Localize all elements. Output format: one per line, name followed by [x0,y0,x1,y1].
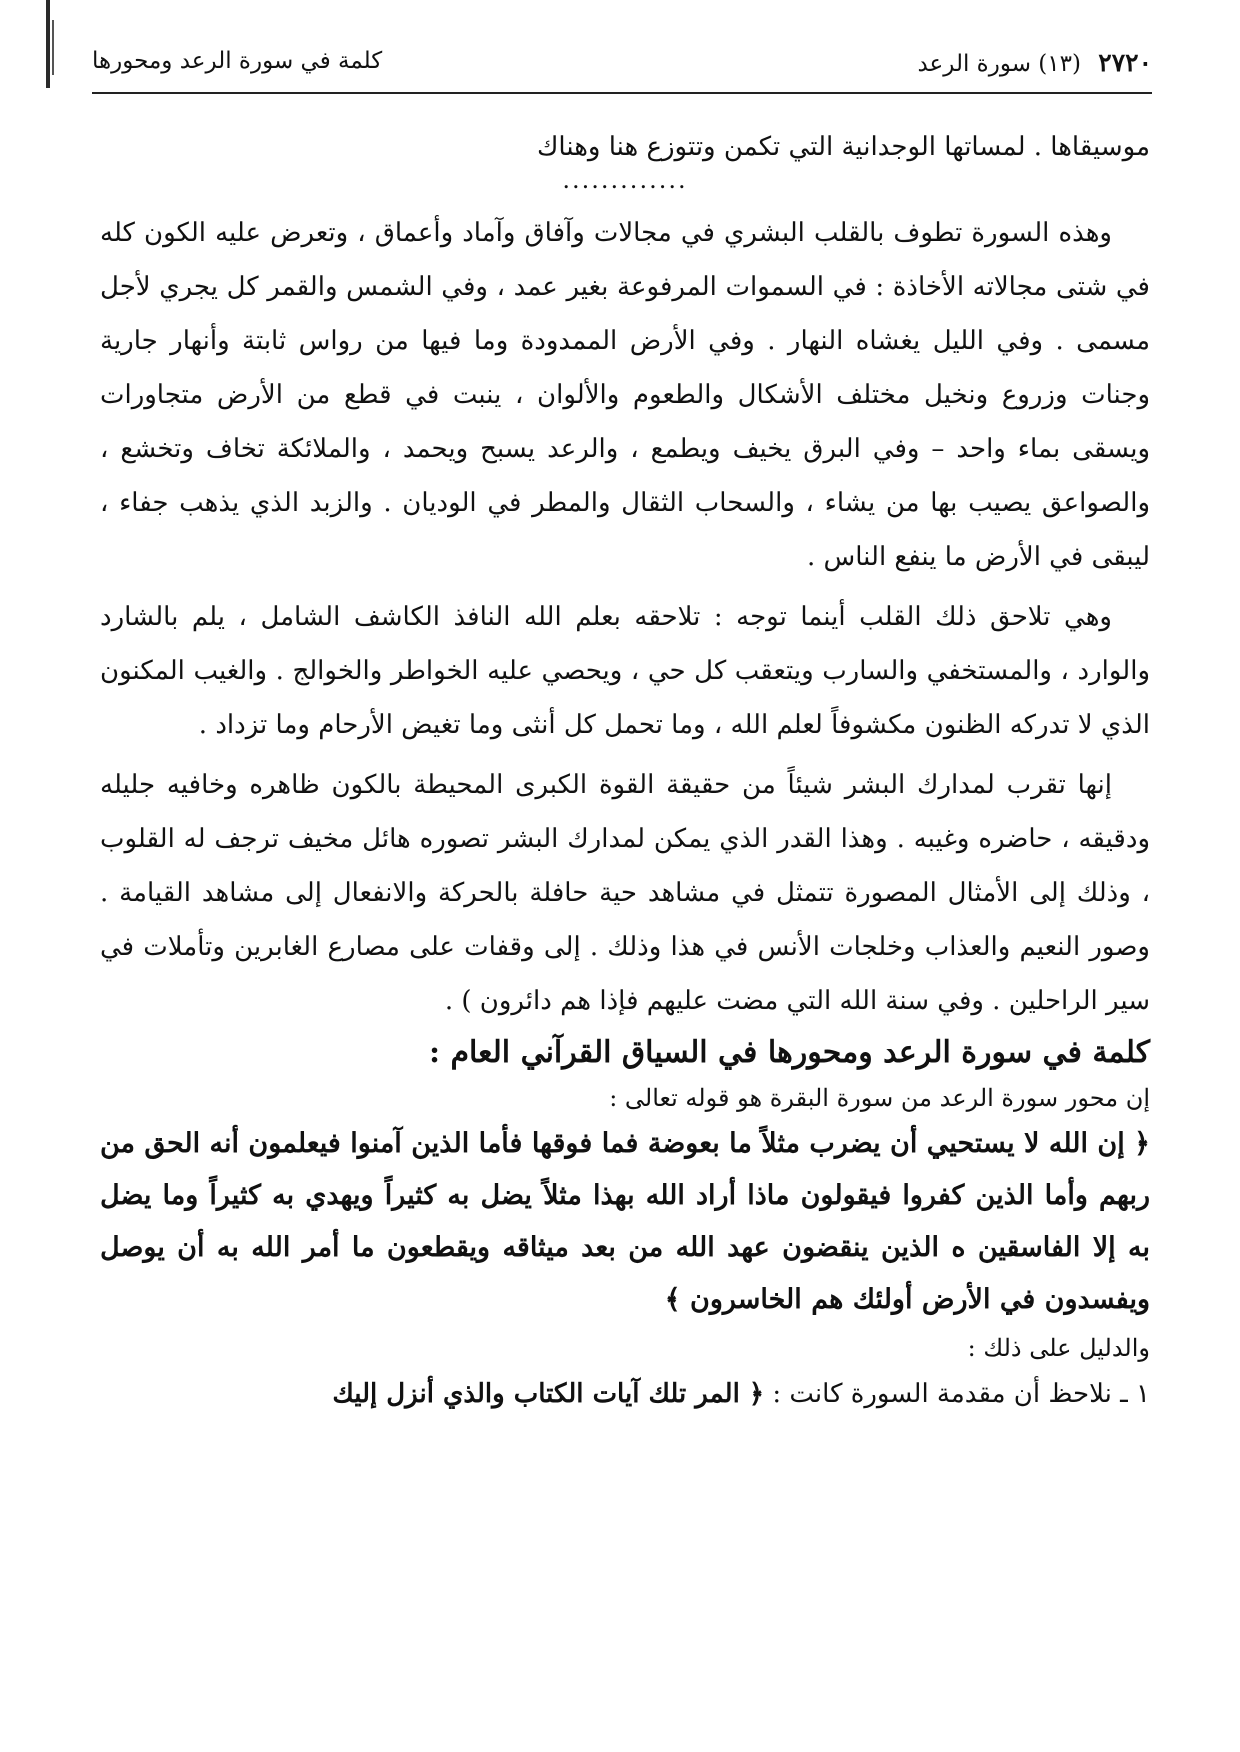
point-one [100,1370,1150,1418]
paragraph-1: وهذه السورة تطوف بالقلب البشري في مجالات وآفاق وآماد وأعماق ، وتعرض عليه الكون كله في شتى مجالاته الأخاذة : في السموات المرفوعة بغير عمد ، وفي الشمس والقمر كل يجري لأجل مسمى . وفي الليل يغشاه النهار . وفي الأرض الممدودة وما فيها من رواس ثابتة وأنهار جارية وجنات وزروع ونخيل مختلف الأشكال والطعوم والألوان ، ينبت في قطع من الأرض متجاورات ويسقى بماء واحد – وفي البرق يخيف ويطمع ، والرعد يسبح ويحمد ، والملائكة تخاف وتخشع ، والصواعق يصيب بها من يشاء ، والسحاب الثقال والمطر في الوديان . والزبد الذي يذهب جفاء ، ليبقى في الأرض ما ينفع الناس . [100,218,1150,572]
page-content [100,120,1150,1418]
paragraph-3: إنها تقرب لمدارك البشر شيئاً من حقيقة القوة الكبرى المحيطة بالكون ظاهره وخافيه جليله ودقيقه ، حاضره وغيبه . وهذا القدر الذي يمكن لمدارك البشر تصوره هائل مخيف ترجف له القلوب ، وذلك إلى الأمثال المصورة تتمثل في مشاهد حية حافلة بالحركة والانفعال إلى مشاهد القيامة . وصور النعيم والعذاب وخلجات الأنس في هذا وذلك . إلى وقفات على مصارع الغابرين وتأملات في سير الراحلين . وفي سنة الله التي مضت عليهم فإذا هم دائرون ) . [100,770,1150,1016]
header-right [917,48,1152,77]
evidence-line: والدليل على ذلك : [967,1334,1150,1362]
dotted-separator: ............. [562,166,688,194]
page-number: ٢٧٢٠ [1098,48,1152,77]
paragraph-2: وهي تلاحق ذلك القلب أينما توجه : تلاحقه بعلم الله النافذ الكاشف الشامل ، يلم بالشارد والوارد ، والمستخفي والسارب ويتعقب كل حي ، ويحصي عليه الخواطر والخوالج . والغيب المكنون الذي لا تدركه الظنون مكشوفاً لعلم الله ، وما تحمل كل أنثى وما تغيض الأرحام وما تزداد . [100,602,1150,740]
binding-edge-mark [46,0,50,88]
section-title-header: كلمة في سورة الرعد ومحورها [92,48,383,74]
section-heading: كلمة في سورة الرعد ومحورها في السياق القرآني العام : [428,1035,1150,1070]
point-one-quote: ﴿ المر تلك آيات الكتاب والذي أنزل إليك [332,1379,765,1409]
opening-line: موسيقاها . لمساتها الوجدانية التي تكمن وتتوزع هنا وهناك [537,132,1150,162]
header-divider [92,92,1152,94]
point-one-prefix: ١ ـ نلاحظ أن مقدمة السورة كانت : [772,1379,1150,1409]
binding-edge-mark-secondary [52,20,54,75]
quranic-verse: ﴿ إن الله لا يستحيي أن يضرب مثلاً ما بعوضة فما فوقها فأما الذين آمنوا فيعلمون أنه الحق من ربهم وأما الذين كفروا فيقولون ماذا أراد الله بهذا مثلاً يضل به كثيراً ويهدي به كثيراً وما يضل به إلا الفاسقين ه الذين ينقضون عهد الله من بعد ميثاقه ويقطعون ما أمر الله به أن يوصل ويفسدون في الأرض أولئك هم الخاسرون ﴾ [100,1128,1150,1315]
running-header [92,48,1152,88]
intro-line: إن محور سورة الرعد من سورة البقرة هو قوله تعالى : [609,1084,1150,1112]
chapter-label: (١٣) سورة الرعد [917,51,1081,77]
